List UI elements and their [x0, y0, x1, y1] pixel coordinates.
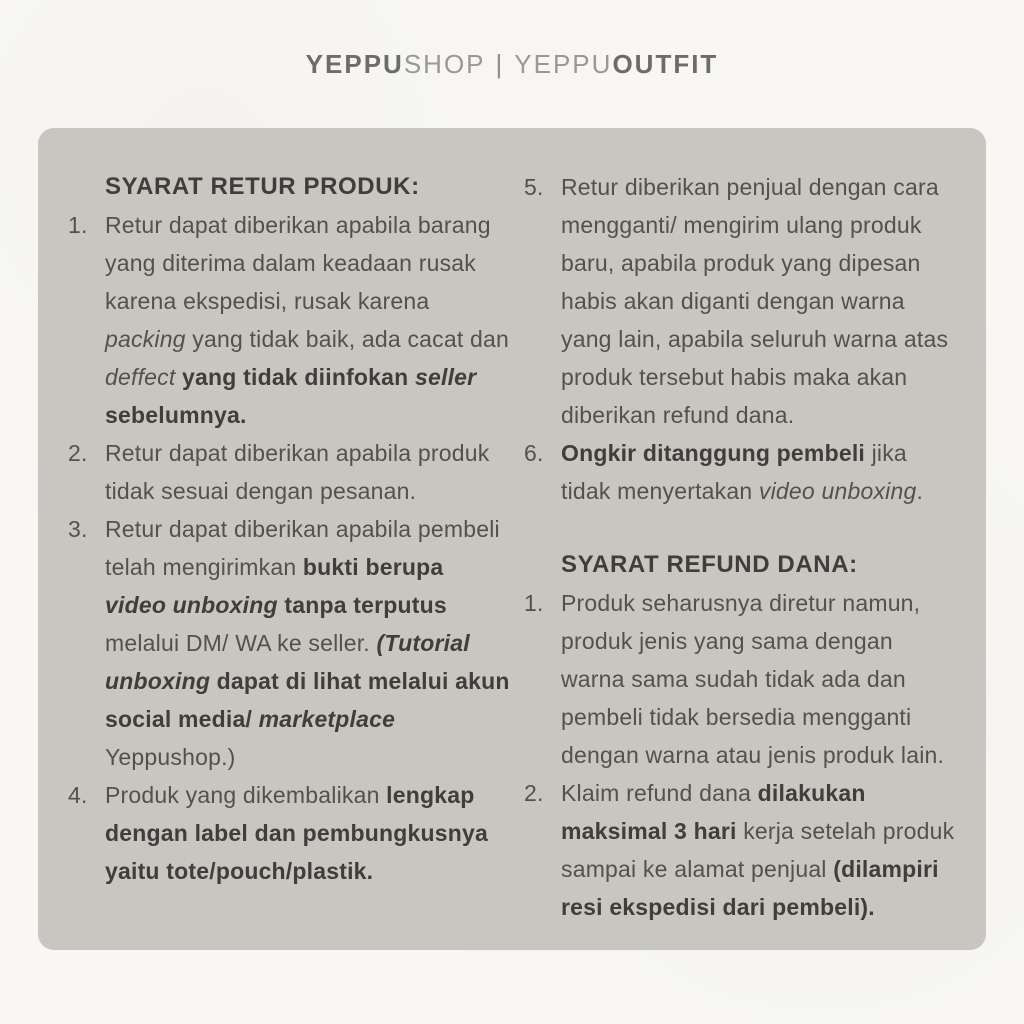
text-segment: lengkap dengan label dan pembungkusnya yaitu tote/pouch/plastik.	[105, 782, 489, 884]
brand-header	[0, 0, 1024, 128]
list-item	[524, 774, 962, 926]
text-segment: dapat di lihat melalui akun social media/	[105, 668, 510, 732]
item-number: 1.	[524, 590, 544, 616]
text-segment: packing	[105, 326, 186, 352]
text-segment: sebelumnya.	[105, 402, 247, 428]
list-item	[68, 776, 510, 890]
terms-panel	[38, 128, 986, 950]
column-retur-terms	[68, 168, 524, 930]
column-refund-terms	[524, 168, 962, 930]
brand-yeppushop	[306, 49, 486, 80]
list-item	[524, 168, 962, 434]
text-segment: (dilampiri resi ekspedisi dari pembeli).	[561, 856, 939, 920]
item-number: 2.	[524, 780, 544, 806]
text-segment: video unboxing	[105, 592, 278, 618]
item-text	[105, 206, 510, 434]
brand-yeppuoutfit	[514, 49, 718, 80]
item-text	[105, 510, 510, 776]
list-item	[68, 434, 510, 510]
text-segment: Retur dapat diberikan apabila barang yang diterima dalam keadaan rusak karena ekspedisi, rusak karena	[105, 212, 491, 314]
text-segment: Produk seharusnya diretur namun, produk jenis yang sama dengan warna sama sudah tidak ada dan pembeli tidak bersedia mengganti dengan warna atau jenis produk lain.	[561, 590, 945, 768]
text-segment: tanpa terputus	[277, 592, 447, 618]
text-segment: marketplace	[258, 706, 396, 732]
item-number: 4.	[68, 782, 88, 808]
item-number: 5.	[524, 174, 544, 200]
brand-outfit-strong: OUTFIT	[612, 48, 719, 79]
text-segment: seller	[415, 364, 477, 390]
brand-yeppu-light: YEPPU	[514, 48, 613, 79]
list-item	[524, 584, 962, 774]
list-item	[68, 510, 510, 776]
item-text	[105, 434, 510, 510]
text-segment: Retur dapat diberikan apabila pembeli telah mengirimkan	[105, 516, 500, 580]
brand-shop-light: SHOP	[403, 48, 486, 79]
text-segment: dilakukan maksimal 3 hari	[561, 780, 866, 844]
text-segment: video unboxing	[758, 478, 917, 504]
text-segment: melalui DM/ WA ke seller.	[105, 630, 377, 656]
list-item	[524, 434, 962, 510]
text-segment: jika tidak menyertakan	[561, 440, 907, 504]
item-number: 2.	[68, 440, 88, 466]
item-text	[561, 168, 962, 434]
item-text	[561, 434, 962, 510]
item-text	[561, 584, 962, 774]
text-segment: bukti berupa	[302, 554, 444, 580]
section-heading: SYARAT REFUND DANA:	[561, 551, 858, 578]
text-segment: yang tidak diinfokan	[182, 364, 416, 390]
text-segment: kerja setelah produk sampai ke alamat penjual	[561, 818, 955, 882]
text-segment: (Tutorial unboxing	[105, 630, 470, 694]
text-segment: Yeppushop.)	[105, 744, 236, 770]
item-text	[561, 774, 962, 926]
item-number: 6.	[524, 440, 544, 466]
text-segment: deffect	[105, 364, 176, 390]
section-heading: SYARAT RETUR PRODUK:	[105, 173, 420, 200]
list-item	[68, 206, 510, 434]
text-segment: .	[916, 478, 924, 504]
text-segment: Klaim refund dana	[561, 780, 758, 806]
item-number: 1.	[68, 212, 88, 238]
item-text	[105, 776, 510, 890]
item-number: 3.	[68, 516, 88, 542]
text-segment: Produk yang dikembalikan	[105, 782, 387, 808]
text-segment: yang tidak baik, ada cacat dan	[185, 326, 509, 352]
text-segment: Ongkir ditanggung pembeli	[561, 440, 865, 466]
brand-yeppu-strong: YEPPU	[305, 48, 404, 79]
text-segment: Retur dapat diberikan apabila produk tidak sesuai dengan pesanan.	[105, 440, 490, 504]
text-segment: Retur diberikan penjual dengan cara mengganti/ mengirim ulang produk baru, apabila produk yang dipesan habis akan diganti dengan warna yang lain, apabila seluruh warna atas produk tersebut habis maka akan diberikan refund dana.	[561, 174, 949, 428]
brand-separator: |	[495, 48, 505, 79]
